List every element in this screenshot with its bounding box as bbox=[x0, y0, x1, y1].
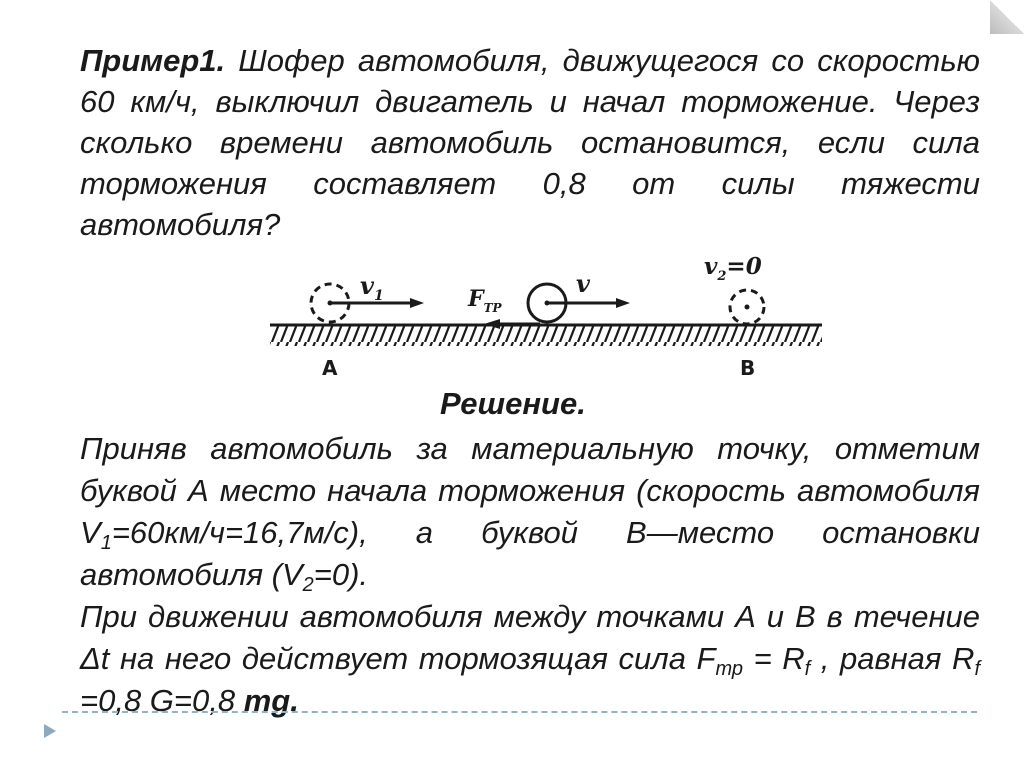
page-corner-fold-icon bbox=[990, 0, 1024, 34]
point-b-label: B bbox=[740, 356, 756, 380]
problem-label: Пример1. bbox=[80, 43, 226, 78]
v2-subscript: 2 bbox=[717, 269, 727, 284]
point-a-label: A bbox=[322, 356, 338, 380]
solution-p1-text-c: =0). bbox=[313, 557, 369, 592]
solution-paragraph-2 bbox=[80, 596, 980, 722]
problem-statement bbox=[80, 40, 980, 245]
v1-label: v bbox=[360, 271, 374, 300]
triangle-right-icon bbox=[42, 722, 58, 745]
solution-p1-text-a: Приняв автомобиль за материальную точку, отметим буквой А место начала торможения (скорость автомобиля V bbox=[80, 431, 980, 550]
car-stop-center bbox=[745, 305, 750, 310]
solution-p2-text-a: При движении автомобиля между точками А и В в течение Δt на него действует тормозящая сила F bbox=[80, 599, 980, 676]
motion-diagram-svg bbox=[262, 252, 822, 382]
solution-p2-text-b: = R bbox=[743, 641, 805, 676]
solution-body bbox=[80, 428, 980, 722]
svg-text:v2=0 bbox=[704, 253, 762, 284]
v2-label: v bbox=[704, 253, 718, 280]
solution-p2-text-c: , равная R bbox=[810, 641, 975, 676]
solution-p2-sub-2: f bbox=[804, 658, 811, 680]
ground-hatching bbox=[270, 326, 822, 346]
friction-label: F bbox=[468, 286, 484, 312]
solution-p2-text-d: =0,8 G=0,8 bbox=[80, 683, 244, 718]
footer-dashed-rule bbox=[62, 711, 977, 713]
v-arrow-head bbox=[616, 298, 630, 308]
motion-diagram bbox=[262, 252, 822, 382]
friction-subscript: TP bbox=[483, 301, 502, 315]
svg-text:FTP bbox=[467, 286, 503, 315]
solution-p2-bold: mg. bbox=[243, 683, 299, 718]
v-label: v bbox=[576, 269, 590, 298]
solution-title: Решение. bbox=[440, 386, 586, 421]
solution-paragraph-1 bbox=[80, 428, 980, 596]
svg-text:v1 bbox=[360, 271, 384, 304]
solution-p1-text-b: =60км/ч=16,7м/с), а буквой В—место остановки автомобиля (V bbox=[80, 515, 980, 592]
solution-p1-sub-2: 2 bbox=[302, 574, 314, 596]
solution-p1-sub-1: 1 bbox=[100, 532, 112, 554]
v1-subscript: 1 bbox=[373, 288, 384, 304]
solution-p2-sub-3: f bbox=[974, 658, 980, 680]
solution-p2-sub-1: тр bbox=[715, 658, 744, 680]
problem-text: Шофер автомобиля, движущегося со скоростью 60 км/ч, выключил двигатель и начал торможение. Через сколько времени автомобиль остановится, если сила торможения составляет 0,8 от силы тяжести автомобиля? bbox=[80, 43, 980, 242]
v2-value: =0 bbox=[726, 253, 762, 280]
v1-arrow-head bbox=[410, 298, 424, 308]
